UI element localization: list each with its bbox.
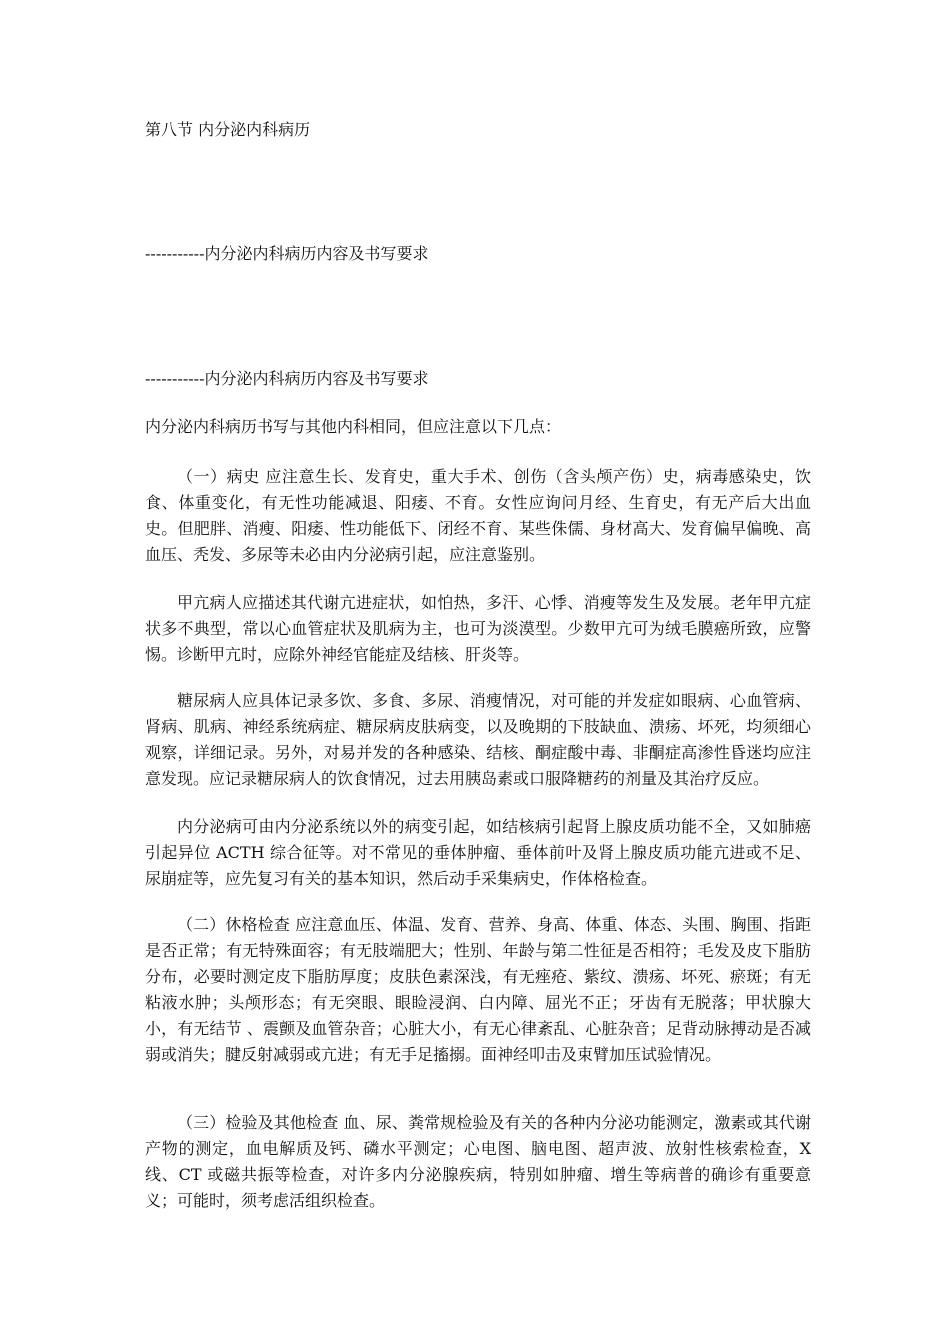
subheading: -----------内分泌内科病历内容及书写要求 [145,369,429,388]
intro-paragraph: 内分泌内科病历书写与其他内科相同，但应注意以下几点： [145,417,562,436]
section-title: 第八节 内分泌内科病历 [145,120,311,139]
paragraph-endocrine-causes: 内分泌病可由内分泌系统以外的病变引起，如结核病引起肾上腺皮质功能不全，又如肺癌引起异位 ACTH 综合征等。对不常见的垂体肿瘤、垂体前叶及肾上腺皮质功能亢进或不足、尿崩症等，应先复习有关的基本知识，然后动手采集病史，作体格检查。 [145,817,811,888]
paragraph-physical-exam: （二）休格检查 应注意血压、体温、发育、营养、身高、体重、体态、头围、胸围、指距是否正常；有无特殊面容；有无肢端肥大；性别、年龄与第二性征是否相符；毛发及皮下脂肪分布，必要时测定皮下脂肪厚度；皮肤色素深浅，有无痤疮、紫纹、溃疡、坏死、瘀斑；有无粘液水肿；头颅形态；有无突眼、眼睑浸润、白内障、屈光不正；牙齿有无脱落；甲状腺大小，有无结节 、震颤及血管杂音；心脏大小，有无心律紊乱、心脏杂音；足背动脉搏动是否减弱或消失；腱反射减弱或亢进；有无手足搐搦。面神经叩击及束臂加压试验情况。 [145,915,811,1064]
paragraph-hyperthyroid: 甲亢病人应描述其代谢亢进症状，如怕热，多汗、心悸、消瘦等发生及发展。老年甲亢症状多不典型，常以心血管症状及肌病为主，也可为淡漠型。少数甲亢可为绒毛膜癌所致，应警惕。诊断甲亢时，应除外神经官能症及结核、肝炎等。 [145,593,811,664]
paragraph-diabetes: 糖尿病人应具体记录多饮、多食、多尿、消瘦情况，对可能的并发症如眼病、心血管病、肾病、肌病、神经系统病症、糖尿病皮肤病变，以及晚期的下肢缺血、溃疡、坏死，均须细心观察，详细记录。另外，对易并发的各种感染、结核、酮症酸中毒、非酮症高渗性昏迷均应注意发现。应记录糖尿病人的饮食情况，过去用胰岛素或口服降糖药的剂量及其治疗反应。 [145,691,811,788]
paragraph-lab-tests: （三）检验及其他检查 血、尿、粪常规检验及有关的各种内分泌功能测定，激素或其代谢产物的测定，血电解质及钙、磷水平测定；心电图、脑电图、超声波、放射性核索检查，X 线、CT 或磁共振等检查，对许多内分泌腺疾病，特别如肿瘤、增生等病普的确诊有重要意义；可能时，须考虑活组织检查。 [145,1113,811,1210]
subheading: -----------内分泌内科病历内容及书写要求 [145,244,429,263]
paragraph-history: （一）病史 应注意生长、发育史，重大手术、创伤（含头颅产伤）史，病毒感染史，饮食、体重变化，有无性功能减退、阳痿、不育。女性应询问月经、生育史，有无产后大出血史。但肥胖、消瘦、阳痿、性功能低下、闭经不育、某些侏儒、身材高大、发育偏早偏晚、高血压、秃发、多尿等未必由内分泌病引起，应注意鉴别。 [145,467,811,564]
